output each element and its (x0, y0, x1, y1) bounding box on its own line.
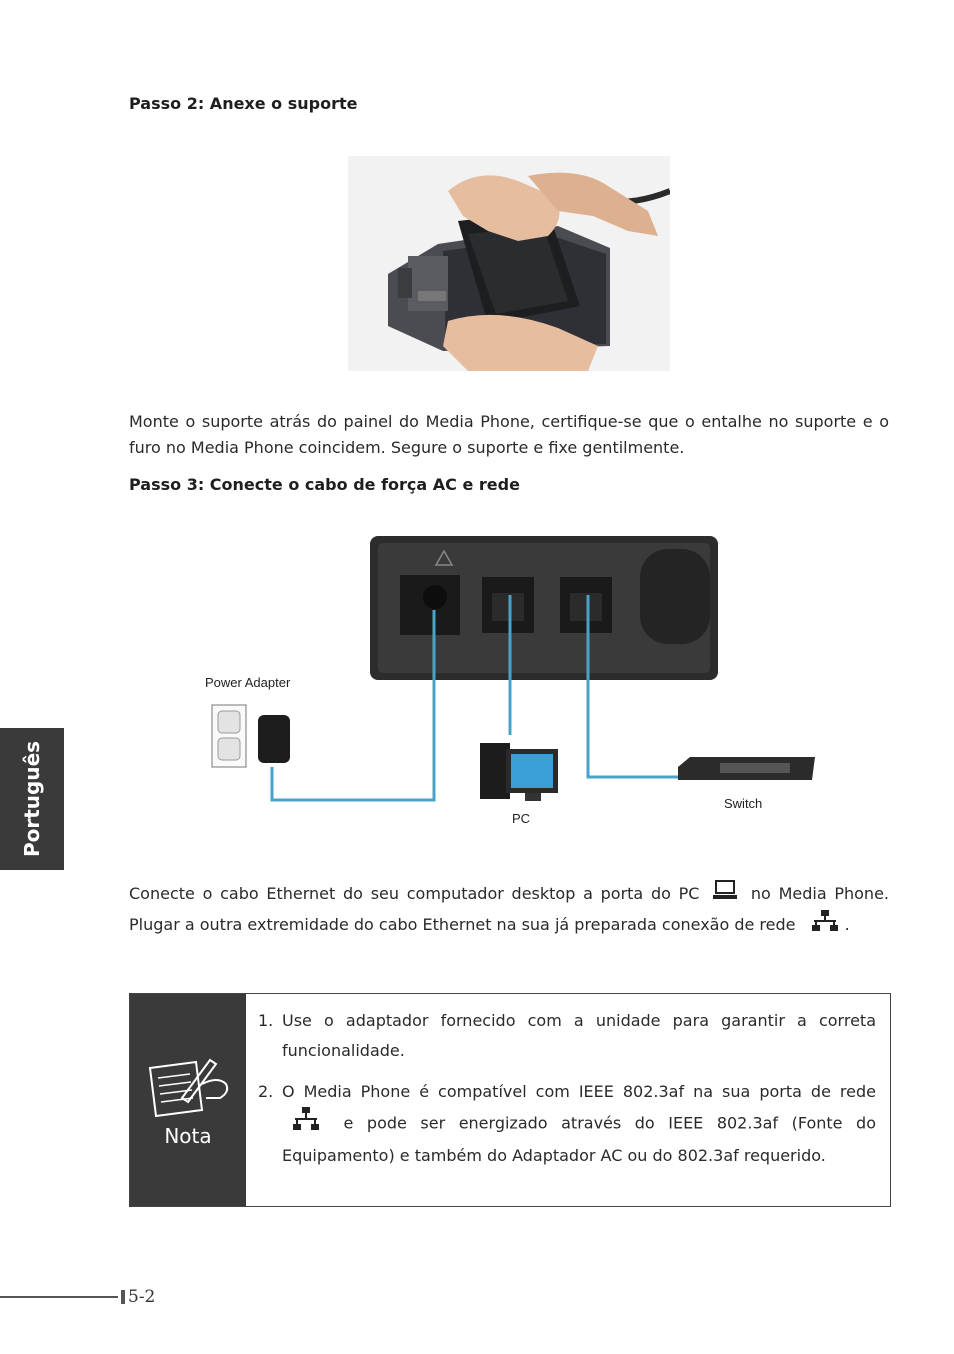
step3-paragraph (129, 879, 889, 941)
step3-heading: Passo 3: Conecte o cabo de força AC e rede (129, 475, 520, 494)
handset-hook-icon (640, 549, 710, 644)
note-item-1-text: Use o adaptador fornecido com a unidade para garantir a correta funcionalidade. (282, 1011, 876, 1060)
note-item-2-text-before: O Media Phone é compatível com IEEE 802.3af na sua porta de rede (282, 1082, 876, 1101)
note-pencil-icon (146, 1054, 232, 1124)
note-item-1-number: 1. (258, 1011, 274, 1030)
step2-paragraph: Monte o suporte atrás do painel do Media Phone, certifique-se que o entalhe no suporte e o furo no Media Phone coincidem. Segure o suporte e fixe gentilmente. (129, 412, 889, 457)
footer-line (0, 1296, 118, 1298)
language-side-tab (0, 728, 64, 870)
switch-icon (678, 757, 815, 780)
note-box (129, 993, 891, 1207)
step3-paragraph-part1: Conecte o cabo Ethernet do seu computador desktop a porta do PC (129, 884, 700, 903)
step3-paragraph-part2: no Media Phone. Plugar a outra extremidade do cabo Ethernet na sua já preparada conexão de rede (129, 884, 889, 934)
connection-diagram (200, 535, 820, 835)
step2-heading: Passo 2: Anexe o suporte (129, 94, 358, 113)
footer-marker (121, 1290, 125, 1304)
note-item-1 (258, 1006, 876, 1066)
note-label: Nota (164, 1124, 212, 1148)
power-adapter-label: Power Adapter (205, 675, 291, 690)
note-item-2-number: 2. (258, 1082, 274, 1101)
page-number: 5-2 (128, 1287, 156, 1307)
pc-label: PC (512, 811, 531, 826)
switch-label: Switch (724, 796, 763, 811)
step3-paragraph-end: . (844, 915, 850, 934)
note-item-2-text-after: e pode ser energizado através do IEEE 802.3af (Fonte do Equipamento) e também do Adaptador AC ou do 802.3af requerido. (282, 1113, 877, 1165)
note-sidebar (130, 994, 246, 1206)
pc-icon (480, 743, 558, 801)
pc-port-inline-icon (713, 879, 737, 910)
power-adapter-icon (258, 715, 290, 763)
network-port-inline-icon (811, 910, 839, 941)
bracket-photo (348, 156, 670, 371)
note-item-2 (258, 1077, 876, 1171)
network-port-note-icon (292, 1107, 320, 1141)
language-tab-label: Português (20, 740, 44, 858)
